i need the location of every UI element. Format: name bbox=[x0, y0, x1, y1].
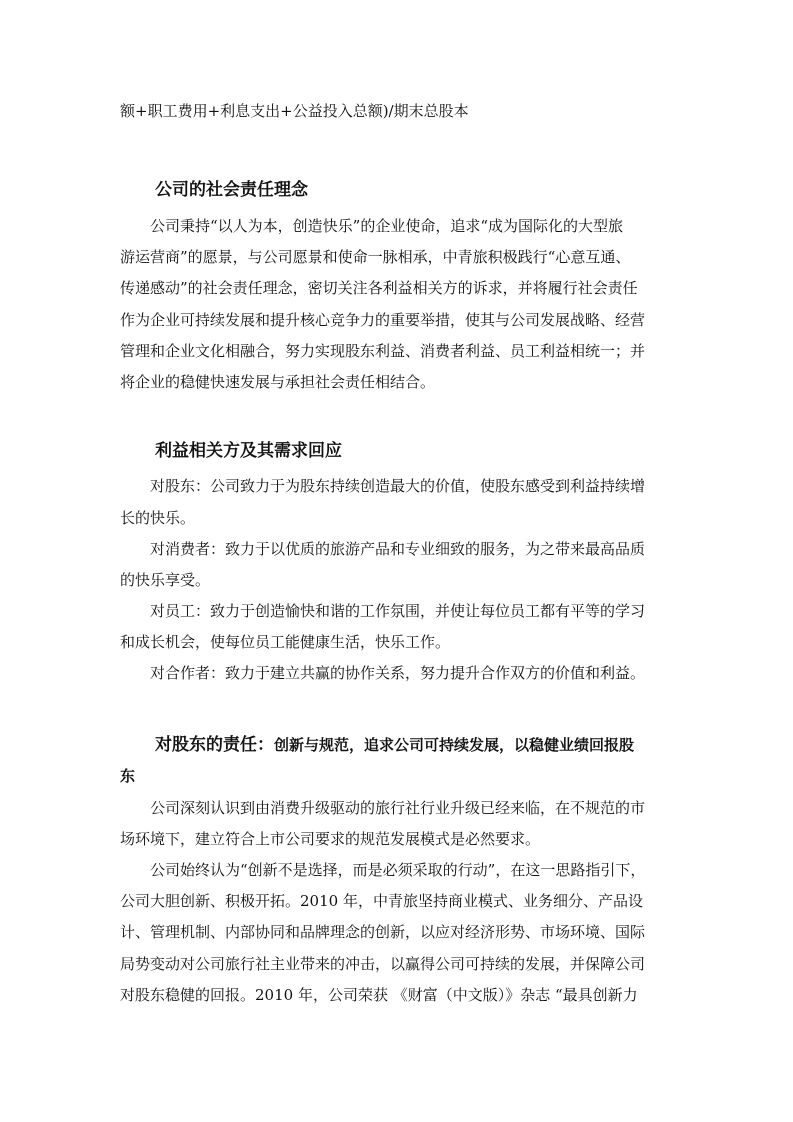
stakeholder-line: 长的快乐。 bbox=[120, 509, 196, 527]
heading-title: 对股东的责任： bbox=[155, 735, 274, 755]
philosophy-line: 管理和企业文化相融合，努力实现股东利益、消费者利益、员工利益相统一；并 bbox=[120, 342, 646, 360]
shareholder-line: 公司大胆创新、积极开拓。2010 年，中青旅坚持商业模式、业务细分、产品设 bbox=[120, 892, 643, 910]
philosophy-line: 游运营商”的愿景，与公司愿景和使命一脉相承，中青旅积极践行“心意互通、 bbox=[120, 248, 631, 266]
shareholder-line: 公司始终认为“创新不是选择，而是必须采取的行动”，在这一思路指引下， bbox=[150, 861, 646, 879]
philosophy-line: 将企业的稳健快速发展与承担社会责任相结合。 bbox=[120, 373, 436, 391]
heading-stakeholders: 利益相关方及其需求回应 bbox=[155, 441, 342, 461]
heading-subtitle-cont: 东 bbox=[120, 767, 136, 785]
stakeholder-line: 对股东：公司致力于为股东持续创造最大的价值，使股东感受到利益持续增 bbox=[150, 477, 646, 495]
heading-subtitle-continuation bbox=[120, 764, 135, 788]
intro-line: 额+职工费用+利息支出+公益投入总额)/期末总股本 bbox=[120, 102, 469, 120]
stakeholder-line: 的快乐享受。 bbox=[120, 571, 211, 589]
heading-shareholder-responsibility bbox=[155, 733, 634, 757]
shareholder-line: 场环境下，建立符合上市公司要求的规范发展模式是必然要求。 bbox=[120, 830, 541, 848]
philosophy-line: 公司秉持“以人为本，创造快乐”的企业使命，追求“成为国际化的大型旅 bbox=[150, 217, 624, 235]
stakeholder-line: 对员工：致力于创造愉快和谐的工作氛围，并使让每位员工都有平等的学习 bbox=[150, 602, 646, 620]
stakeholder-line: 对合作者：致力于建立共赢的协作关系，努力提升合作双方的价值和利益。 bbox=[150, 664, 646, 682]
heading-subtitle: 创新与规范，追求公司可持续发展，以稳健业绩回报股 bbox=[274, 736, 635, 754]
philosophy-line: 传递感动”的社会责任理念，密切关注各利益相关方的诉求，并将履行社会责任 bbox=[120, 279, 638, 297]
shareholder-line: 计、管理机制、内部协同和品牌理念的创新，以应对经济形势、市场环境、国际 bbox=[120, 923, 646, 941]
shareholder-line: 对股东稳健的回报。2010 年，公司荣获 《财富（中文版）》杂志 “最具创新力 bbox=[120, 986, 638, 1004]
shareholder-line: 公司深刻认识到由消费升级驱动的旅行社行业升级已经来临，在不规范的市 bbox=[150, 799, 646, 817]
stakeholder-line: 和成长机会，使每位员工能健康生活，快乐工作。 bbox=[120, 633, 451, 651]
stakeholder-line: 对消费者：致力于以优质的旅游产品和专业细致的服务，为之带来最高品质 bbox=[150, 540, 646, 558]
heading-social-responsibility-philosophy: 公司的社会责任理念 bbox=[155, 180, 308, 200]
shareholder-line: 局势变动对公司旅行社主业带来的冲击，以赢得公司可持续的发展，并保障公司 bbox=[120, 955, 646, 973]
philosophy-line: 作为企业可持续发展和提升核心竞争力的重要举措，使其与公司发展战略、经营 bbox=[120, 311, 646, 329]
